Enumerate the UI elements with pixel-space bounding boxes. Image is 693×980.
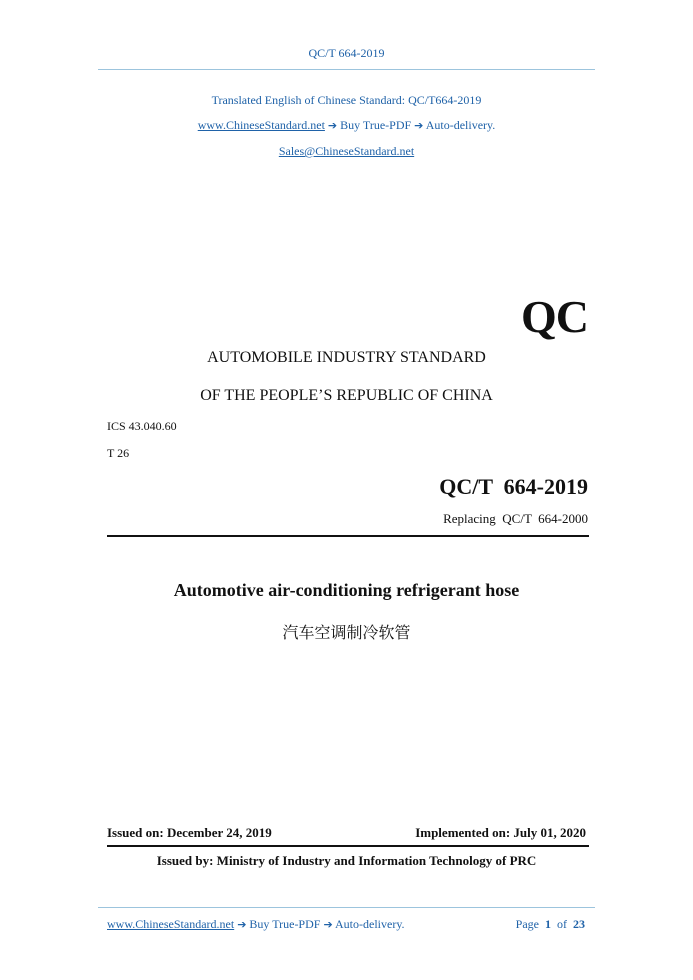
- document-title-chinese: 汽车空调制冷软管: [282, 623, 411, 642]
- sales-email-link[interactable]: Sales@ChineseStandard.net: [278, 144, 415, 158]
- page-current: 1: [545, 917, 551, 931]
- classification-code: T 26: [107, 446, 130, 460]
- issue-divider: [107, 845, 589, 847]
- page-of-label: of: [557, 917, 567, 931]
- buy-true-pdf-text: Buy True-PDF: [340, 118, 412, 132]
- replacing-standard: Replacing QC/T 664-2000: [443, 511, 588, 526]
- right-arrow-icon: ➔: [414, 119, 424, 132]
- header-standard-code: QC/T 664-2019: [308, 46, 385, 60]
- implemented-on-date: Implemented on: July 01, 2020: [415, 825, 586, 840]
- standard-number: QC/T 664-2019: [439, 474, 588, 499]
- main-divider: [107, 535, 589, 537]
- footer-links: [107, 917, 405, 932]
- qc-standard-mark: QC: [521, 291, 588, 342]
- page-indicator: [516, 917, 585, 932]
- page-total: 23: [573, 917, 585, 931]
- right-arrow-icon: ➔: [327, 119, 338, 132]
- sales-email-row: [0, 144, 693, 159]
- issued-on-date: Issued on: December 24, 2019: [107, 825, 272, 840]
- footer-divider: [98, 907, 595, 908]
- footer-site-link[interactable]: www.ChineseStandard.net: [107, 917, 235, 931]
- right-arrow-icon: ➔: [237, 918, 247, 931]
- footer-auto-delivery-text: Auto-delivery.: [335, 917, 405, 931]
- auto-delivery-text: Auto-delivery.: [425, 118, 496, 132]
- translation-notice: Translated English of Chinese Standard: QC/T664-2019: [211, 93, 482, 107]
- ics-code: ICS 43.040.60: [107, 419, 177, 433]
- page-label: Page: [515, 917, 539, 931]
- standard-heading-line1: AUTOMOBILE INDUSTRY STANDARD: [207, 349, 486, 366]
- header-divider: [98, 69, 595, 70]
- translation-links: [0, 118, 693, 133]
- right-arrow-icon: ➔: [323, 918, 333, 931]
- site-link[interactable]: www.ChineseStandard.net: [197, 118, 325, 132]
- issuing-authority: Issued by: Ministry of Industry and Information Technology of PRC: [156, 853, 537, 868]
- standard-heading-line2: OF THE PEOPLE’S REPUBLIC OF CHINA: [200, 387, 493, 404]
- document-title-english: Automotive air-conditioning refrigerant hose: [173, 580, 520, 600]
- footer-buy-true-pdf-text: Buy True-PDF: [249, 917, 321, 931]
